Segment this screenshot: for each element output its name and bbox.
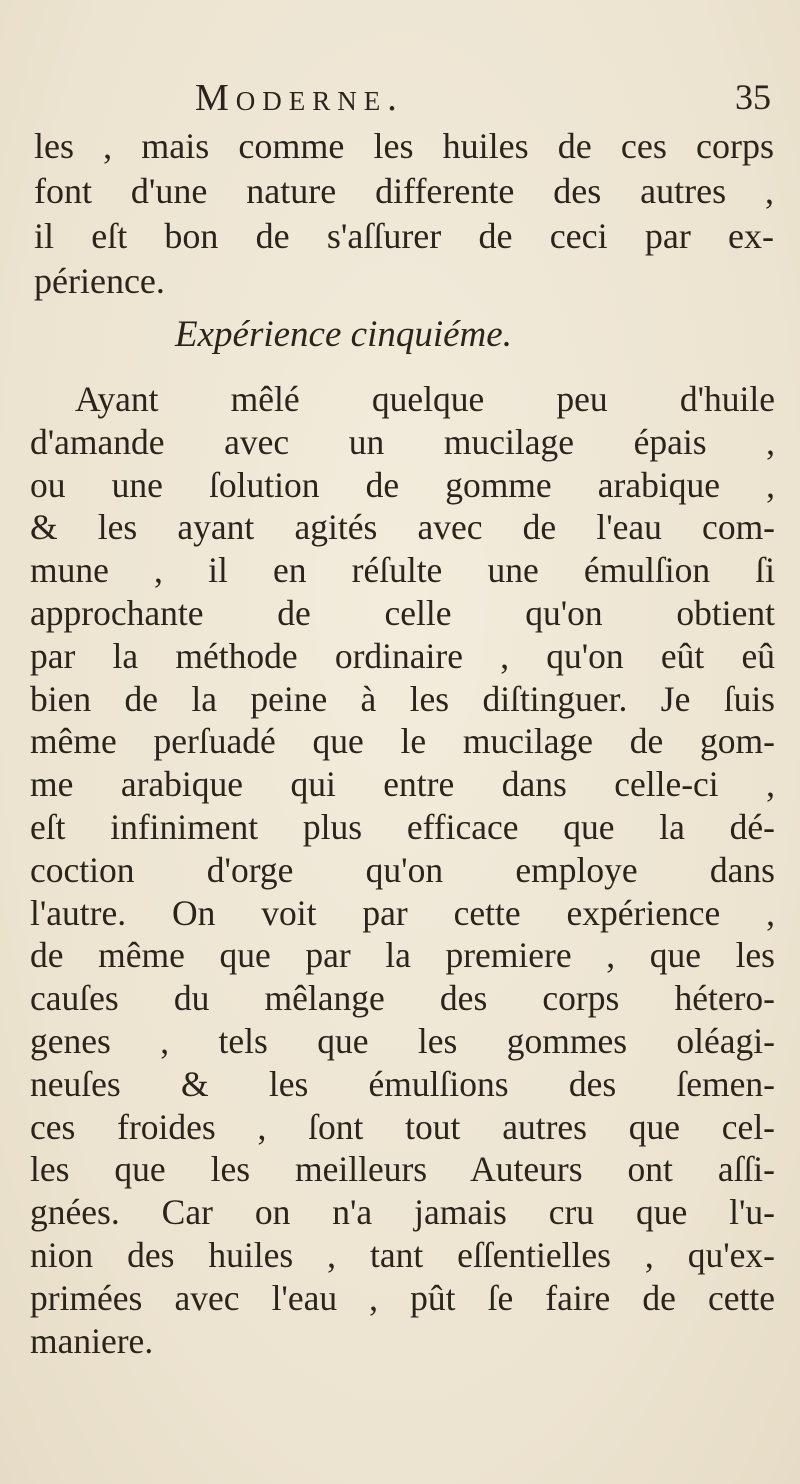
text-line: coction d'orge qu'on employe dans	[30, 849, 775, 890]
text-line: par la méthode ordinaire , qu'on eût eû	[30, 635, 775, 676]
text-line: même perſuadé que le mucilage de gom-	[30, 721, 775, 762]
text-line: bien de la peine à les diſtinguer. Je ſuis	[30, 678, 775, 719]
text-line: eſt infiniment plus efficace que la dé-	[30, 806, 775, 847]
text-line: nion des huiles , tant eſſentielles , qu'ex-	[30, 1234, 775, 1275]
text-line: cauſes du mêlange des corps hétero-	[30, 978, 775, 1019]
section-heading: Expérience cinquiéme.	[175, 314, 512, 355]
text-line: ces froides , ſont tout autres que cel-	[30, 1106, 775, 1147]
text-line: périence.	[34, 261, 165, 301]
body-paragraph	[30, 378, 775, 1362]
text-line: neuſes & les émulſions des ſemen-	[30, 1063, 775, 1104]
text-line: ou une ſolution de gomme arabique ,	[30, 464, 775, 505]
text-line: primées avec l'eau , pût ſe faire de cette	[30, 1277, 775, 1318]
text-line: d'amande avec un mucilage épais ,	[30, 421, 775, 462]
page-header	[195, 76, 775, 126]
text-line: il eſt bon de s'aſſurer de ceci par ex-	[34, 216, 774, 256]
text-line: approchante de celle qu'on obtient	[30, 592, 775, 633]
text-line: les que les meilleurs Auteurs ont aſſi-	[30, 1149, 775, 1190]
text-line: gnées. Car on n'a jamais cru que l'u-	[30, 1192, 775, 1233]
text-line: mune , il en réſulte une émulſion ſi	[30, 550, 775, 591]
text-line: maniere.	[30, 1320, 154, 1361]
page-number: 35	[735, 77, 771, 117]
text-line: font d'une nature differente des autres ,	[34, 171, 774, 211]
text-line: les , mais comme les huiles de ces corps	[34, 126, 774, 166]
running-head: Moderne.	[195, 77, 404, 119]
text-line: genes , tels que les gommes oléagi-	[30, 1020, 775, 1061]
continued-paragraph	[34, 124, 774, 304]
text-line: me arabique qui entre dans celle-ci ,	[30, 764, 775, 805]
text-line: l'autre. On voit par cette expérience ,	[30, 892, 775, 933]
text-line: & les ayant agités avec de l'eau com-	[30, 507, 775, 548]
text-line: de même que par la premiere , que les	[30, 935, 775, 976]
text-line: Ayant mêlé quelque peu d'huile	[75, 379, 775, 419]
